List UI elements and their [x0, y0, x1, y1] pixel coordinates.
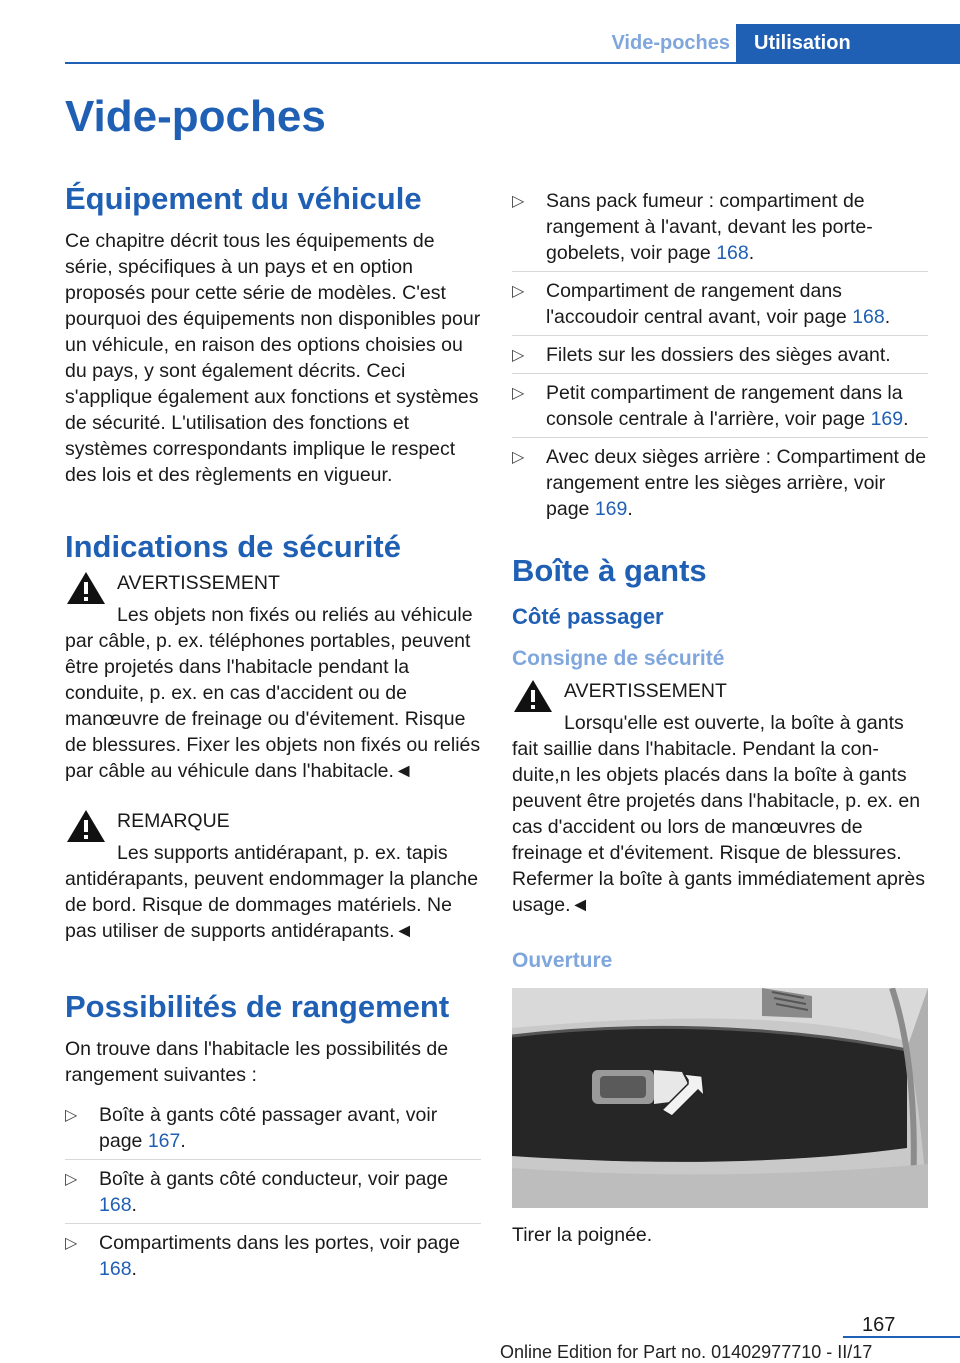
- photo-caption: Tirer la poignée.: [512, 1224, 653, 1246]
- footer-rule: [843, 1336, 960, 1338]
- page-number: 167: [862, 1314, 896, 1336]
- safety-heading: Indications de sécurité: [65, 529, 401, 564]
- list-item: ▷ Boîte à gants côté passager avant, voir page 167.: [65, 1104, 438, 1152]
- passenger-side-heading: Côté passager: [512, 604, 664, 629]
- edition-note: Online Edition for Part no. 01402977710 - II/17: [500, 1342, 873, 1362]
- page-link[interactable]: 168: [99, 1258, 132, 1280]
- page-link[interactable]: 167: [147, 1130, 181, 1152]
- page-link[interactable]: 169: [870, 408, 904, 430]
- storage-heading: Possibilités de rangement: [65, 989, 450, 1024]
- list-item: ▷ Sans pack fumeur : compartiment de rangement à l'avant, devant les porte-gobelets, voir page 168.: [512, 190, 873, 264]
- header-chapter-tab[interactable]: Utilisation: [736, 24, 960, 62]
- glovebox-heading: Boîte à gants: [512, 553, 707, 588]
- triangle-bullet-icon: ▷: [512, 449, 525, 466]
- warning-triangle-icon: [512, 678, 554, 714]
- page-link[interactable]: 168: [852, 306, 885, 328]
- triangle-bullet-icon: ▷: [512, 385, 525, 402]
- list-item: ▷ Avec deux sièges arrière : Compartiment de rangement entre les sièges arrière, voir page 169.: [512, 444, 928, 522]
- list-item: ▷ Petit compartiment de rangement dans la console centrale à l'arrière, voir page 169.: [512, 380, 928, 432]
- warning-triangle-icon: [65, 808, 107, 844]
- opening-heading: Ouverture: [512, 949, 613, 972]
- triangle-bullet-icon: ▷: [512, 347, 525, 364]
- list-item: ▷ Boîte à gants côté conducteur, voir page 168.: [65, 1166, 481, 1218]
- storage-list-right: [512, 188, 928, 522]
- header-section-tab[interactable]: Vide-poches: [611, 32, 730, 54]
- equipment-body: Ce chapitre décrit tous les équipements de série, spécifiques à un pays et en option proposés pour cette série de modèles. C'est pourquoi des équipements non disponibles pour un véhicule, en raison des options choisies ou du pays, y sont également décrits. Ceci s'applique également aux fonctions et systèmes de sécurité. L'utilisation des fonctions et systèmes correspondants implique le respect des lois et des règlements en vigueur.: [65, 230, 481, 486]
- page-link[interactable]: 169: [594, 498, 628, 520]
- right-column: [512, 188, 928, 1248]
- triangle-bullet-icon: ▷: [512, 283, 525, 300]
- equipment-heading: Équipement du véhicule: [65, 181, 422, 216]
- page-title: Vide-poches: [65, 92, 326, 141]
- storage-intro: On trouve dans l'habitacle les possibilités de rangement suivantes :: [65, 1038, 449, 1086]
- warning-text: Lorsqu'elle est ouverte, la boîte à gants fait saillie dans l'habitacle. Pendant la con-duite,n les objets placés dans la boîte à gants peuvent être projetés dans l'habitacle, p. ex. en cas d'accident ou lors de manœuvres de freinage et d'évitement. Risque de blessures. Refermer la boîte à gants immédiatement après usage.◄: [512, 712, 925, 916]
- warning-label: AVERTISSEMENT: [564, 680, 727, 702]
- list-item: ▷ Filets sur les dossiers des sièges avant.: [512, 342, 928, 368]
- list-item: ▷ Compartiment de rangement dans l'accoudoir central avant, voir page 168.: [512, 278, 928, 330]
- notice-text: Les supports antidérapant, p. ex. tapis antidérapants, peuvent endommager la planche de bord. Risque de dommages matériels. Ne pas utiliser de supports antidérapants.◄: [65, 842, 479, 942]
- safety-note-heading: Consigne de sécurité: [512, 647, 725, 670]
- triangle-bullet-icon: ▷: [512, 193, 525, 210]
- left-column: [65, 180, 481, 1294]
- storage-list-left: [65, 1102, 481, 1282]
- triangle-bullet-icon: ▷: [65, 1171, 78, 1188]
- triangle-bullet-icon: ▷: [65, 1235, 78, 1252]
- warning-block-1: [65, 570, 481, 784]
- warning-text: Les objets non fixés ou reliés au véhicule par câble, p. ex. téléphones portables, peuvent être projetés dans l'habitacle pendant la conduite, p. ex. en cas d'accident ou de manœuvre de freinage ou d'évitement. Risque de blessures. Fixer les objets non fixés ou reliés par câble au véhicule dans l'habitacle.◄: [65, 604, 481, 782]
- glovebox-photo: [512, 988, 928, 1208]
- page-link[interactable]: 168: [99, 1194, 132, 1216]
- notice-label: REMARQUE: [117, 810, 230, 832]
- glovebox-warning-block: [512, 678, 928, 918]
- notice-block: [65, 808, 481, 944]
- page-link[interactable]: 168: [716, 242, 749, 264]
- triangle-bullet-icon: ▷: [65, 1107, 78, 1124]
- warning-triangle-icon: [65, 570, 107, 606]
- header-rule: [65, 62, 960, 64]
- warning-label: AVERTISSEMENT: [117, 572, 280, 594]
- list-item: ▷ Compartiments dans les portes, voir page 168.: [65, 1230, 481, 1282]
